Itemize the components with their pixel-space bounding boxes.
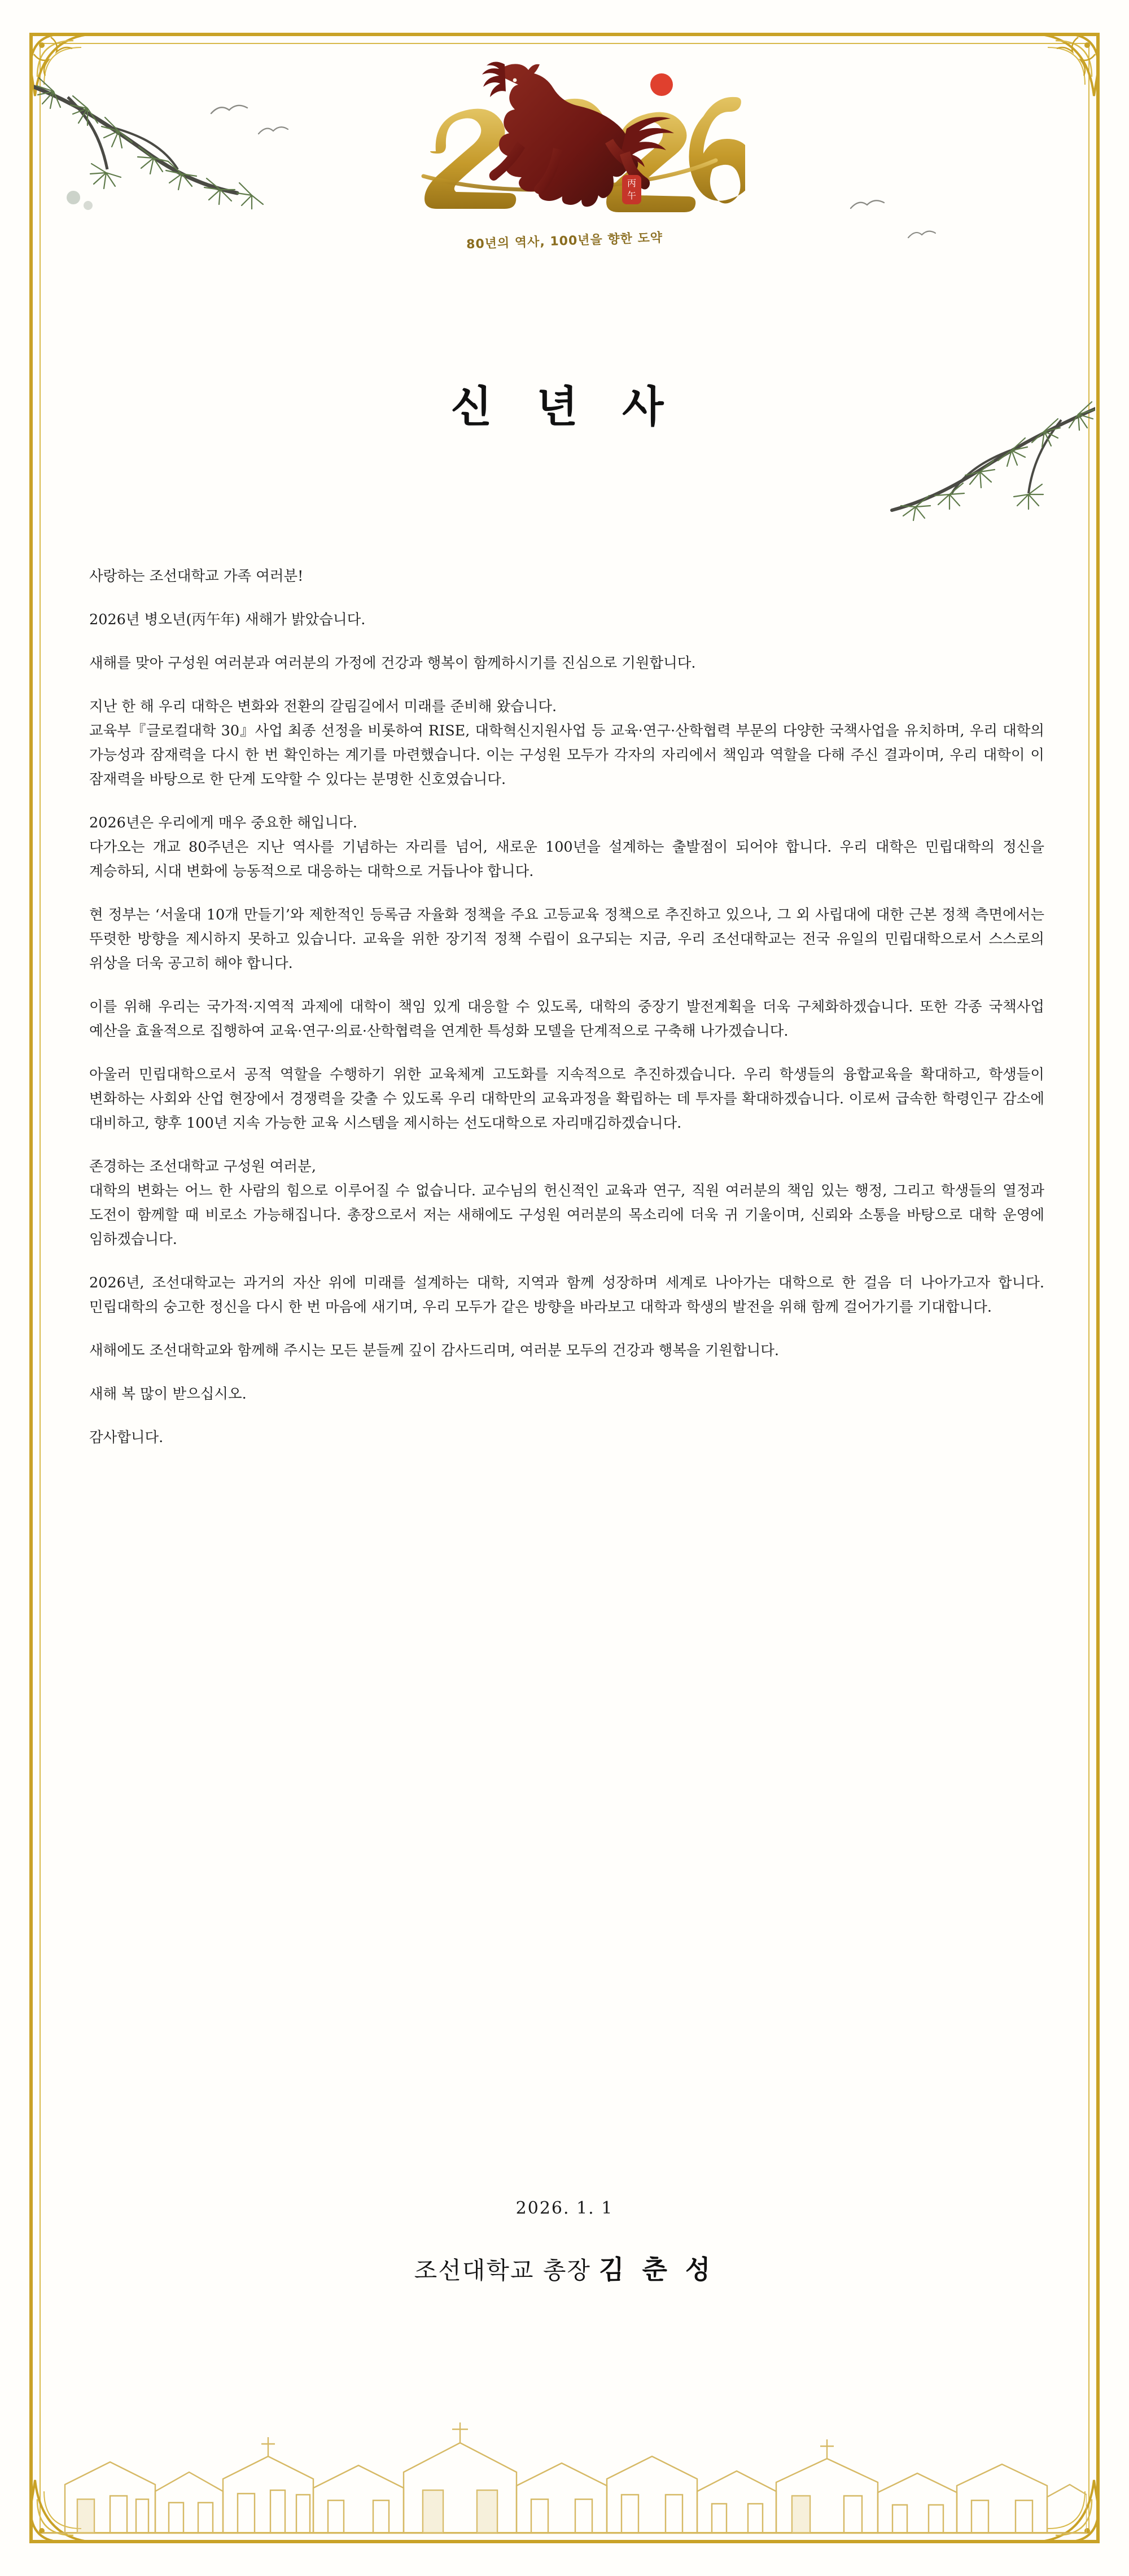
paragraph: 새해에도 조선대학교와 함께해 주시는 모든 분들께 깊이 감사드리며, 여러분 모두의 건강과 행복을 기원합니다.: [89, 1342, 779, 1359]
paragraph: 2026년은 우리에게 매우 중요한 해입니다.: [89, 814, 357, 831]
signature-block: [0, 2249, 1129, 2286]
paragraph: 이를 위해 우리는 국가적·지역적 과제에 대학이 책임 있게 대응할 수 있도록, 대학의 중장기 발전계획을 더욱 구체화하겠습니다. 또한 각종 국책사업 예산을 효율적으로 집행하여 교육·연구·의료·산학협력을 연계한 특성화 모델을 단계적으로 구축해 나가겠습니다.: [89, 998, 1044, 1040]
paragraph: 존경하는 조선대학교 구성원 여러분,: [89, 1158, 316, 1175]
page-title: 신 년 사: [450, 382, 679, 432]
svg-text:午: 午: [627, 190, 637, 201]
paragraph: 2026년 병오년(丙午年) 새해가 밝았습니다.: [89, 611, 366, 628]
letter-body: [89, 564, 1044, 1469]
paragraph: 다가오는 개교 80주년은 지난 역사를 기념하는 자리를 넘어, 새로운 100년을 설계하는 출발점이 되어야 합니다. 우리 대학은 민립대학의 정신을 계승하되, 시대 변화에 능동적으로 대응하는 대학으로 거듭나야 합니다.: [89, 839, 1044, 880]
svg-text:丙: 丙: [627, 178, 637, 189]
paragraph: 사랑하는 조선대학교 가족 여러분!: [89, 568, 304, 585]
artwork-tagline: 80년의 역사, 100년을 향한 도약: [466, 230, 663, 252]
paragraph: 지난 한 해 우리 대학은 변화와 전환의 갈림길에서 미래를 준비해 왔습니다.: [89, 698, 557, 715]
signature-organization: 조선대학교 총장: [414, 2257, 591, 2284]
signature-person-name: 김 춘 성: [599, 2254, 715, 2285]
paragraph: 대학의 변화는 어느 한 사람의 힘으로 이루어질 수 없습니다. 교수님의 헌신적인 교육과 연구, 직원 여러분의 책임 있는 행정, 그리고 학생들의 열정과 도전이 함께할 때 비로소 가능해집니다. 총장으로서 저는 새해에도 구성원 여러분의 목소리에 더욱 귀 기울이며, 신뢰와 소통을 바탕으로 대학 운영에 임하겠습니다.: [89, 1182, 1044, 1248]
paragraph: 감사합니다.: [89, 1429, 164, 1446]
paragraph: 새해를 맞아 구성원 여러분과 여러분의 가정에 건강과 행복이 함께하시기를 진심으로 기원합니다.: [89, 655, 696, 672]
paragraph: 현 정부는 ‘서울대 10개 만들기’와 제한적인 등록금 자율화 정책을 주요 고등교육 정책으로 추진하고 있으나, 그 외 사립대에 대한 근본 정책 측면에서는 뚜렷한 방향을 제시하지 못하고 있습니다. 교육을 위한 장기적 정책 수립이 요구되는 지금, 우리 조선대학교는 전국 유일의 민립대학으로서 스스로의 위상을 더욱 공고히 해야 합니다.: [89, 906, 1044, 972]
year-2026-calligraphy-icon: [384, 44, 745, 230]
paragraph: 아울러 민립대학으로서 공적 역할을 수행하기 위한 교육체계 고도화를 지속적으로 추진하겠습니다. 우리 학생들의 융합교육을 확대하고, 학생들이 변화하는 사회와 산업 현장에서 경쟁력을 갖출 수 있도록 우리 대학만의 교육과정을 확립하는 데 투자를 확대하겠습니다. 이로써 급속한 학령인구 감소에 대비하고, 향후 100년 지속 가능한 교육 시스템을 제시하는 선도대학으로 자리매김하겠습니다.: [89, 1066, 1044, 1132]
paragraph: 교육부『글로컬대학 30』사업 최종 선정을 비롯하여 RISE, 대학혁신지원사업 등 교육·연구·산학협력 부문의 다양한 국책사업을 유치하며, 우리 대학의 가능성과 잠재력을 다시 한 번 확인하는 계기를 마련했습니다. 이는 구성원 모두가 각자의 자리에서 책임과 역할을 다해 주신 결과이며, 우리 대학이 이 잠재력을 바탕으로 한 단계 도약할 수 있다는 분명한 신호였습니다.: [89, 722, 1044, 788]
paragraph: 2026년, 조선대학교는 과거의 자산 위에 미래를 설계하는 대학, 지역과 함께 성장하며 세계로 나아가는 대학으로 한 걸음 더 나아가고자 합니다. 민립대학의 숭고한 정신을 다시 한 번 마음에 새기며, 우리 모두가 같은 방향을 바라보고 대학과 학생의 발전을 위해 함께 걸어가기를 기대합니다.: [89, 1274, 1044, 1316]
signature-date: 2026. 1. 1: [515, 2198, 614, 2218]
paragraph: 새해 복 많이 받으십시오.: [89, 1386, 247, 1403]
new-year-artwork: [0, 44, 1129, 309]
